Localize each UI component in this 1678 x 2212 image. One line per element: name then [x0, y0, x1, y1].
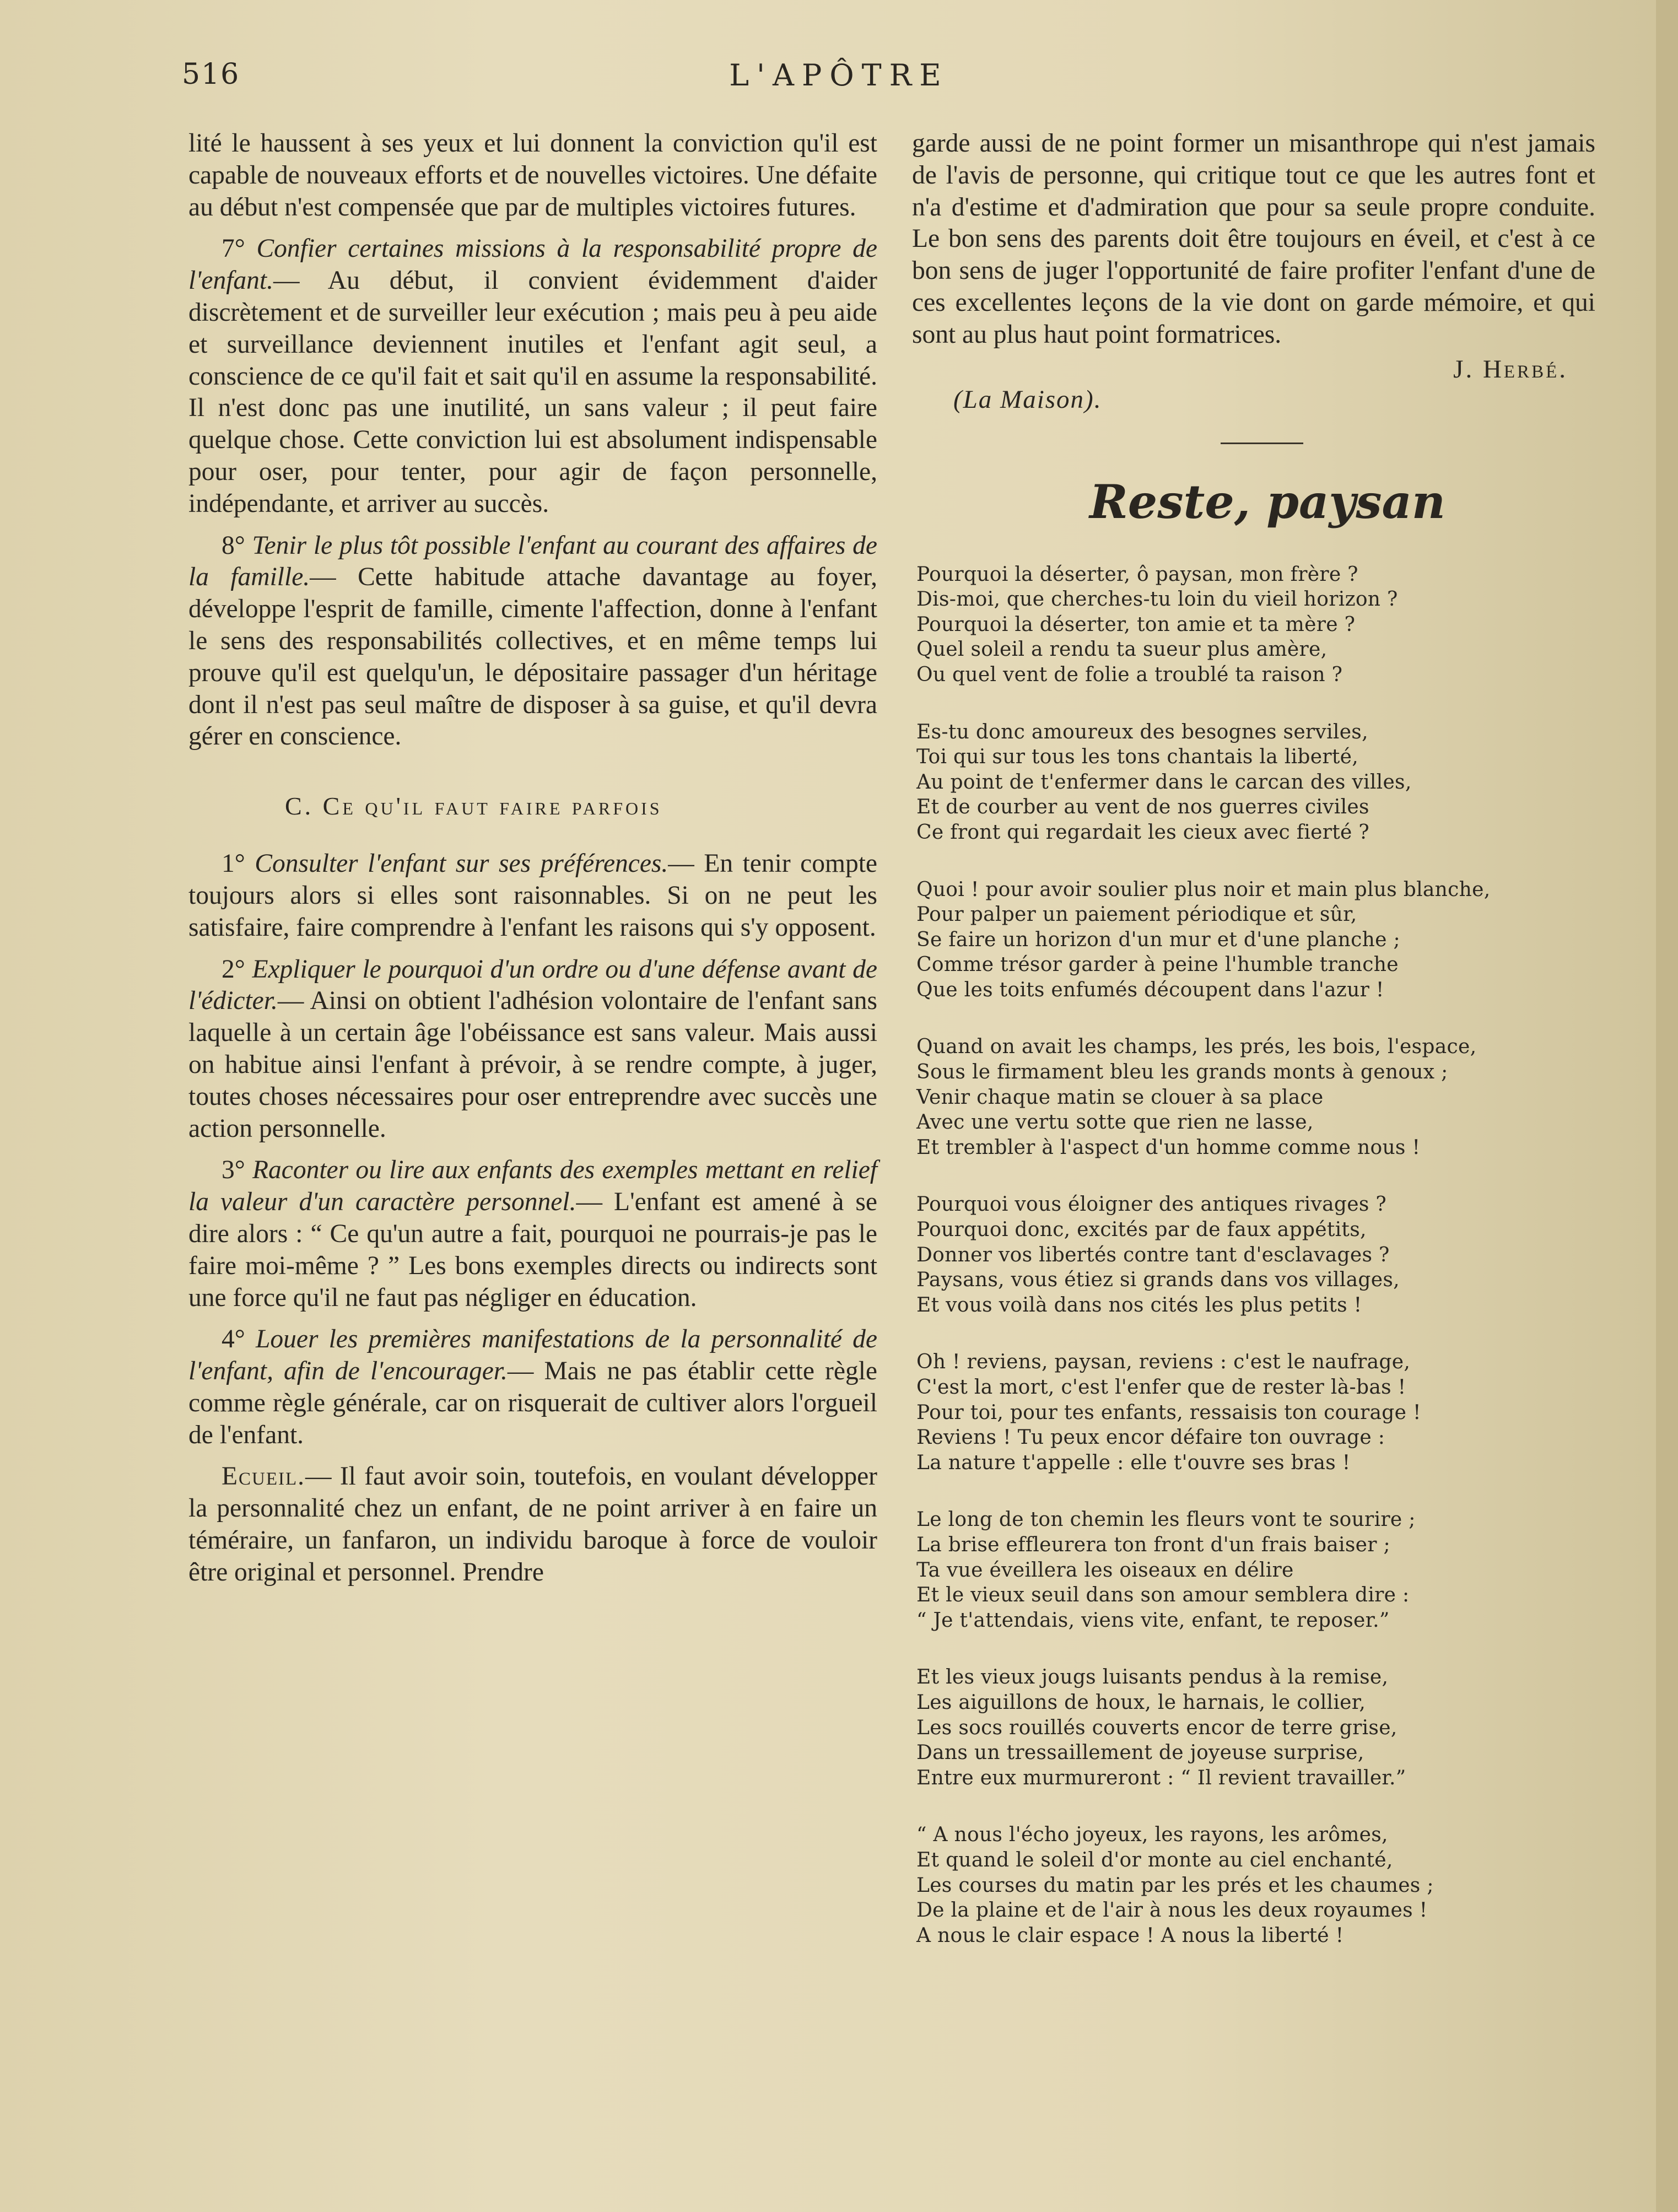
- item-number: 3°: [222, 1156, 245, 1185]
- paragraph-c2: [188, 954, 877, 1145]
- right-column: [912, 128, 1595, 1980]
- poem-verse: Les courses du matin par les prés et les chaumes ;: [916, 1874, 1434, 1897]
- poem-verse: Toi qui sur tous les tons chantais la liberté,: [916, 746, 1358, 769]
- poem-stanza: [916, 1350, 1595, 1475]
- poem-stanza: [916, 877, 1595, 1003]
- item-body: — L'enfant est amené à se dire alors : “ Ce qu'un autre a fait, pourquoi ne pourrais-je pas le faire moi-même ? ” Les bons exemples directs ou indirects sont une force qu'il ne faut pas négliger en éducation.: [188, 1188, 877, 1312]
- poem-stanza: [916, 720, 1595, 845]
- poem-stanza: [916, 1192, 1595, 1318]
- poem-verse: Et de courber au vent de nos guerres civiles: [916, 796, 1369, 819]
- poem-verse: Ou quel vent de folie a troublé ta raison ?: [916, 663, 1343, 686]
- paragraph-7: [188, 233, 877, 520]
- ecueil-label: Ecueil.: [222, 1462, 306, 1491]
- poem-verse: Pourquoi la déserter, ton amie et ta mère ?: [916, 613, 1356, 636]
- poem: [912, 562, 1595, 1949]
- paragraph-c4: [188, 1324, 877, 1451]
- poem-verse: Paysans, vous étiez si grands dans vos villages,: [916, 1269, 1400, 1292]
- poem-verse: Le long de ton chemin les fleurs vont te sourire ;: [916, 1508, 1416, 1531]
- poem-verse: “ A nous l'écho joyeux, les rayons, les arômes,: [916, 1823, 1388, 1847]
- item-number: 7°: [222, 234, 245, 263]
- running-head: [182, 58, 1496, 102]
- poem-verse: Quel soleil a rendu ta sueur plus amère,: [916, 638, 1328, 661]
- item-body: — Ainsi on obtient l'adhésion volontaire de l'enfant sans laquelle à un certain âge l'obéissance est sans valeur. Mais aussi on habitue ainsi l'enfant à prévoir, à se rendre compte, à juger, toutes choses nécessaires pour oser entreprendre avec succès une action personnelle.: [188, 986, 877, 1143]
- poem-verse: De la plaine et de l'air à nous les deux royaumes !: [916, 1899, 1428, 1922]
- item-title: Expliquer le pourquoi d'un ordre ou d'une défense avant de l'édicter.: [188, 954, 877, 1016]
- poem-verse: C'est la mort, c'est l'enfer que de rester là-bas !: [916, 1376, 1406, 1399]
- item-body: — En tenir compte toujours alors si elles sont raisonnables. Si on ne peut les satisfaire, faire comprendre à l'enfant les raisons qui s'y opposent.: [188, 849, 877, 942]
- poem-verse: La brise effleurera ton front d'un frais baiser ;: [916, 1533, 1390, 1556]
- poem-verse: Quoi ! pour avoir soulier plus noir et main plus blanche,: [916, 878, 1491, 901]
- poem-verse: Sous le firmament bleu les grands monts à genoux ;: [916, 1061, 1448, 1084]
- poem-verse: Et le vieux seuil dans son amour semblera dire :: [916, 1584, 1410, 1607]
- separator-rule: [1221, 443, 1303, 444]
- paragraph-ecueil: [188, 1461, 877, 1588]
- poem-verse: Se faire un horizon d'un mur et d'une planche ;: [916, 928, 1400, 951]
- poem-verse: Quand on avait les champs, les prés, les bois, l'espace,: [916, 1035, 1477, 1059]
- poem-verse: Et quand le soleil d'or monte au ciel enchanté,: [916, 1848, 1393, 1871]
- poem-verse: Pour toi, pour tes enfants, ressaisis ton courage !: [916, 1401, 1421, 1424]
- paragraph-c3: [188, 1154, 877, 1314]
- poem-verse: Oh ! reviens, paysan, reviens : c'est le naufrage,: [916, 1351, 1411, 1374]
- item-body: — Cette habitude attache davantage au foyer, développe l'esprit de famille, cimente l'affection, donne à l'enfant le sens des responsabilités collectives, et en même temps lui prouve qu'il est quelqu'un, le dépositaire passager d'un héritage dont il n'est pas seul maître de disposer à sa guise, et qu'il devra gérer en conscience.: [188, 563, 877, 751]
- left-column: [188, 128, 877, 1589]
- item-number: 1°: [222, 849, 245, 878]
- poem-verse: Au point de t'enfermer dans le carcan des villes,: [916, 770, 1412, 794]
- right-prose: [912, 128, 1595, 351]
- poem-verse: Dis-moi, que cherches-tu loin du vieil horizon ?: [916, 588, 1398, 611]
- paragraph-continued: lité le haussent à ses yeux et lui donnent la conviction qu'il est capable de nouveaux efforts et de nouvelles victoires. Une défaite au début n'est compensée que par de multiples victoires futures.: [188, 129, 877, 222]
- poem-verse: Entre eux murmureront : “ Il revient travailler.”: [916, 1766, 1406, 1789]
- author-signature: J. Herbé.: [1453, 354, 1568, 384]
- poem-verse: Dans un tressaillement de joyeuse surprise,: [916, 1741, 1364, 1765]
- item-body: — Au début, il convient évidemment d'aider discrètement et de surveiller leur exécution ; mais peu à peu aide et surveillance deviennent inutiles et l'enfant agit seul, a conscience de ce qu'il fait et sait qu'il en assume la responsabilité. Il n'est donc pas une inutilité, un sans valeur ; il peut faire quelque chose. Cette conviction lui est absolument indispensable pour oser, pour tenter, pour agir de façon personnelle, indépendante, et arriver au succès.: [188, 266, 877, 518]
- poem-verse: Ce front qui regardait les cieux avec fierté ?: [916, 821, 1369, 844]
- poem-verse: La nature t'appelle : elle t'ouvre ses bras !: [916, 1451, 1351, 1474]
- item-number: 8°: [222, 531, 245, 560]
- poem-stanza: [916, 1507, 1595, 1633]
- poem-verse: Comme trésor garder à peine l'humble tranche: [916, 953, 1399, 976]
- poem-title: Reste, paysan: [1089, 474, 1446, 529]
- poem-verse: Pour palper un paiement périodique et sûr,: [916, 903, 1357, 926]
- item-title: Tenir le plus tôt possible l'enfant au courant des affaires de la famille.: [188, 531, 877, 592]
- poem-verse: Avec une vertu sotte que rien ne lasse,: [916, 1111, 1314, 1134]
- poem-verse: Pourquoi vous éloigner des antiques rivages ?: [916, 1193, 1386, 1216]
- poem-stanza: [916, 1822, 1595, 1948]
- item-title: Consulter l'enfant sur ses préférences.: [255, 849, 668, 878]
- poem-verse: Que les toits enfumés découpent dans l'azur !: [916, 978, 1384, 1001]
- item-title: Confier certaines missions à la responsabilité propre de l'enfant.: [188, 234, 877, 295]
- poem-verse: Les aiguillons de houx, le harnais, le collier,: [916, 1691, 1366, 1714]
- item-title: Raconter ou lire aux enfants des exemples mettant en relief la valeur d'un caractère personnel.: [188, 1156, 878, 1217]
- paragraph-8: [188, 530, 877, 753]
- item-body: — Mais ne pas établir cette règle comme règle générale, car on risquerait de cultiver alors l'orgueil de l'enfant.: [188, 1357, 877, 1449]
- item-number: 2°: [222, 954, 245, 984]
- item-body: — Il faut avoir soin, toutefois, en voulant développer la personnalité chez un enfant, de ne point arriver à en faire un téméraire, un fanfaron, un individu baroque à force de vouloir être original et personnel. Prendre: [188, 1462, 877, 1587]
- paragraph-continued-right: garde aussi de ne point former un misanthrope qui n'est jamais de l'avis de personne, qui critique tout ce que les autres font et n'a d'estime et d'admiration que pour sa seule propre conduite. Le bon sens des parents doit être toujours en éveil, et c'est à ce bon sens de juger l'opportunité de faire profiter l'enfant d'une de ces excellentes leçons de la vie dont on garde mémoire, et qui sont au plus haut point formatrices.: [912, 129, 1595, 349]
- poem-stanza: [916, 1665, 1595, 1790]
- poem-verse: Donner vos libertés contre tant d'esclavages ?: [916, 1243, 1390, 1266]
- poem-verse: Pourquoi donc, excités par de faux appétits,: [916, 1218, 1367, 1242]
- journal-title: L'APÔTRE: [729, 58, 949, 93]
- poem-verse: A nous le clair espace ! A nous la liberté !: [916, 1924, 1344, 1947]
- poem-verse: Es-tu donc amoureux des besognes serviles,: [916, 720, 1368, 743]
- poem-verse: “ Je t'attendais, viens vite, enfant, te reposer.”: [916, 1609, 1390, 1632]
- poem-verse: Et les vieux jougs luisants pendus à la remise,: [916, 1666, 1389, 1689]
- section-heading: C. Ce qu'il faut faire parfois: [285, 792, 662, 821]
- poem-verse: Et vous voilà dans nos cités les plus petits !: [916, 1293, 1362, 1317]
- page-edge: [1656, 0, 1678, 2212]
- poem-verse: Reviens ! Tu peux encor défaire ton ouvrage :: [916, 1426, 1385, 1449]
- item-title: Louer les premières manifestations de la personnalité de l'enfant, afin de l'encourager.: [188, 1325, 878, 1386]
- poem-verse: Pourquoi la déserter, ô paysan, mon frère ?: [916, 563, 1358, 586]
- poem-verse: Ta vue éveillera les oiseaux en délire: [916, 1558, 1294, 1582]
- poem-stanza: [916, 562, 1595, 688]
- source-citation: (La Maison).: [953, 385, 1102, 414]
- poem-verse: Les socs rouillés couverts encor de terre grise,: [916, 1716, 1398, 1739]
- paragraph-c1: [188, 848, 877, 943]
- poem-stanza: [916, 1034, 1595, 1160]
- item-number: 4°: [222, 1325, 245, 1354]
- poem-verse: Et trembler à l'aspect d'un homme comme nous !: [916, 1136, 1421, 1159]
- page-number: 516: [182, 58, 240, 91]
- poem-verse: Venir chaque matin se clouer à sa place: [916, 1086, 1324, 1109]
- attribution: [912, 354, 1595, 415]
